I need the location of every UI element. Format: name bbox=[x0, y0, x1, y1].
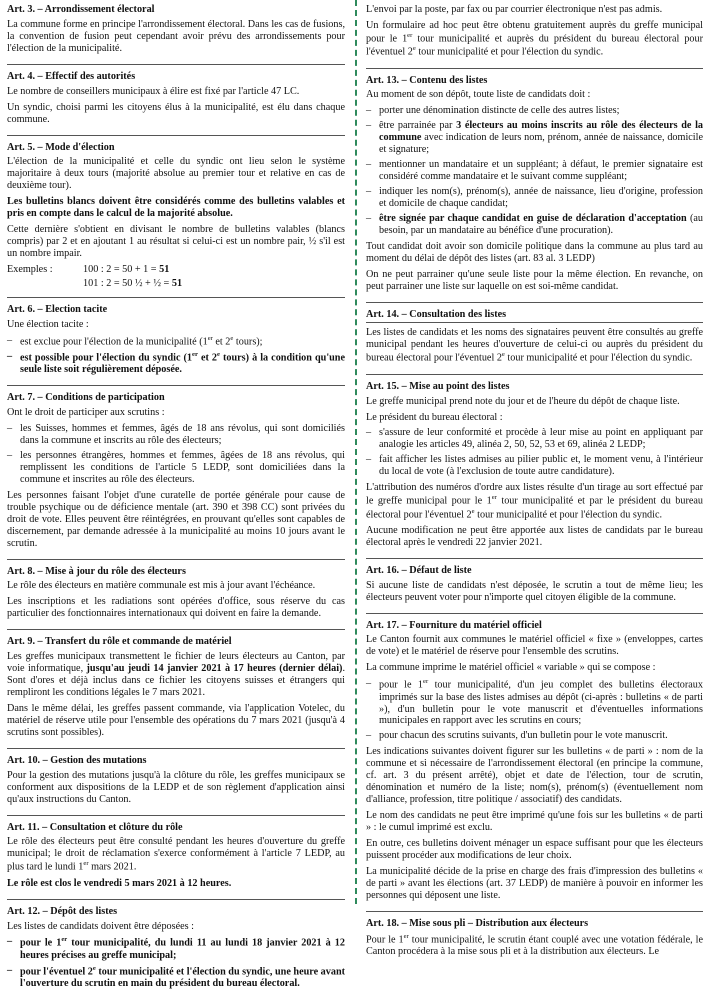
right-column bbox=[366, 4, 703, 973]
article-18 bbox=[366, 918, 703, 967]
article-4-text-1: Le nombre de conseillers municipaux à élire est fixé par l'article 47 LC. bbox=[7, 85, 300, 97]
article-7-text: Les personnes faisant l'objet d'une curatelle de portée générale pour cause de trouble psychique ou de déficience mentale (art. 390 et 398 CC) sont privées du droit de vote. Elles peuvent être réintégrées, en prouvant qu'elles sont capables de discernement, par demande adressée à la municipalité au moins 10 jours avant le scrutin. bbox=[7, 489, 345, 549]
article-17 bbox=[366, 620, 703, 912]
article-16 bbox=[366, 565, 703, 614]
example-1-result: 51 bbox=[159, 263, 170, 275]
article-11-text-2: Le rôle est clos le vendredi 5 mars 2021 à 12 heures. bbox=[7, 877, 232, 889]
article-15 bbox=[366, 381, 703, 559]
article-13-text-2: On ne peut parrainer qu'une seule liste pour la même élection. En revanche, on peut parrainer une liste sur laquelle on est soi-même candidat. bbox=[366, 268, 703, 292]
article-5-text-1: L'élection de la municipalité et celle du syndic ont lieu selon le système majoritaire à deux tours (majorité absolue au premier tour et relative en cas de deuxième tour). bbox=[7, 156, 345, 192]
article-4 bbox=[7, 71, 345, 136]
example-1: 100 : 2 = 50 + 1 = bbox=[83, 263, 160, 275]
list-item: – être signée par chaque candidat en guise de déclaration d'acceptation (au besoin, par un mandataire au bénéfice d'une procuration). bbox=[366, 213, 703, 237]
article-14 bbox=[366, 309, 703, 375]
article-5-title: Art. 5. – Mode d'élection bbox=[7, 141, 115, 153]
list-item: – indiquer les nom(s), prénom(s), année de naissance, lieu d'origine, profession et domicile de chaque candidat; bbox=[366, 186, 703, 210]
article-17-text-3: Les indications suivantes doivent figurer sur les bulletins « de parti » : nom de la commune et si nécessaire de l'arrondissement électoral (en principe la commune, cf. art. 3 du présent arrêté), objet et date de l'élection, tour de scrutin, dénomination et numéro de la liste; nom(s), prénom(s) (éventuellement nom d'alliance, profession, titre politique / associatif) des candidats. bbox=[366, 746, 703, 806]
article-18-text: Pour le 1er tour municipalité, le scrutin étant couplé avec une votation fédérale, le Canton procédera à la mise sous pli et à la distribution aux électeurs. Le bbox=[366, 932, 703, 957]
article-13-text-1: Tout candidat doit avoir son domicile politique dans la commune au plus tard au moment du délai de dépôt des listes (art. 83 al. 3 LEDP) bbox=[366, 240, 703, 264]
article-12-continued bbox=[366, 4, 703, 69]
article-12 bbox=[7, 906, 345, 999]
article-3 bbox=[7, 4, 345, 65]
article-7-intro: Ont le droit de participer aux scrutins : bbox=[7, 407, 165, 419]
list-item: – est possible pour l'élection du syndic (1er et 2e tours) à la condition qu'une seule liste soit régulièrement déposée. bbox=[7, 351, 345, 376]
article-9-text-2: Dans le même délai, les greffes passent commande, via l'application Votelec, du matériel de réserve utile pour l'ensemble des opérations du 7 mars 2021 (jusqu'à 4 scrutins sont possibles). bbox=[7, 702, 345, 738]
article-12-text-2: Un formulaire ad hoc peut être obtenu gratuitement auprès du greffe municipal pour le 1er tour municipalité et auprès du président du bureau électoral pour l'éventuel 2e tour municipalité et pour l'élection du syndic. bbox=[366, 19, 703, 58]
column-divider bbox=[355, 0, 357, 904]
example-row-1 bbox=[7, 264, 345, 276]
article-15-text-4: Aucune modification ne peut être apportée aux listes de candidats par le bureau électoral après le vendredi 22 janvier 2021. bbox=[366, 524, 703, 548]
article-8 bbox=[7, 566, 345, 631]
article-11-text-1: Le rôle des électeurs peut être consulté pendant les heures d'ouverture du greffe municipal; le droit de réclamation s'exerce conformément à l'article 7 LEDP, au plus tard le lundi 1er mars 2021. bbox=[7, 836, 345, 873]
examples-label: Exemples : bbox=[7, 263, 53, 275]
list-item: – pour l'éventuel 2e tour municipalité et l'élection du syndic, une heure avant l'ouverture du scrutin en main du président du bureau électoral. bbox=[7, 965, 345, 990]
article-18-title: Art. 18. – Mise sous pli – Distribution aux électeurs bbox=[366, 917, 589, 929]
article-5-text-3: Cette dernière s'obtient en divisant le nombre de bulletins valables (blancs compris) par 2 et en ajoutant 1 au résultat si celui-ci est un nombre pair, ½ s'il est un nombre impair. bbox=[7, 224, 345, 259]
example-2-result: 51 bbox=[171, 277, 183, 289]
article-10-title: Art. 10. – Gestion des mutations bbox=[7, 754, 147, 766]
article-14-text: Les listes de candidats et les noms des signataires peuvent être consultés au greffe municipal pendant les heures d'ouverture de celui-ci ou auprès du président du bureau électoral pour l'éventuel 2e tour municipalité et pour l'élection du syndic. bbox=[366, 327, 703, 364]
list-item: – être parrainée par 3 électeurs au moins inscrits au rôle des électeurs de la commune avec indication de leurs nom, prénom, année de naissance, domicile et signature; bbox=[366, 120, 703, 156]
article-12-title: Art. 12. – Dépôt des listes bbox=[7, 905, 118, 917]
article-6-title: Art. 6. – Election tacite bbox=[7, 303, 108, 315]
article-3-title: Art. 3. – Arrondissement électoral bbox=[7, 4, 155, 15]
article-17-text-1: Le Canton fournit aux communes le matériel officiel « fixe » (enveloppes, cartes de vote) et le matériel de réserve pour l'ensemble des scrutins. bbox=[366, 634, 703, 658]
article-7-title: Art. 7. – Conditions de participation bbox=[7, 392, 165, 404]
article-3-text: La commune forme en principe l'arrondissement électoral. Dans les cas de fusions, la convention de fusion peut cependant avoir prévu des arrondissements pour l'élection de la municipalité. bbox=[7, 18, 345, 54]
article-12-list bbox=[7, 936, 345, 990]
article-6 bbox=[7, 304, 345, 386]
article-14-title: Art. 14. – Consultation des listes bbox=[366, 309, 703, 324]
article-8-text-2: Les inscriptions et les radiations sont opérées d'office, sous réserve du cas particulier des fonctionnaires internationaux qui doivent en faire la demande. bbox=[7, 596, 345, 620]
article-6-list bbox=[7, 335, 345, 377]
article-11-title: Art. 11. – Consultation et clôture du rôle bbox=[7, 821, 183, 833]
article-17-text-2: La commune imprime le matériel officiel « variable » qui se compose : bbox=[366, 662, 656, 674]
article-17-text-6: La municipalité décide de la prise en charge des frais d'impression des bulletins « de parti » avant les élections (art. 37 LEDP) de manière à pouvoir en informer les personnes qui déposent une liste. bbox=[366, 865, 703, 901]
article-7 bbox=[7, 392, 345, 559]
article-13-intro: Au moment de son dépôt, toute liste de candidats doit : bbox=[366, 89, 591, 101]
list-item: – pour chacun des scrutins suivants, d'un bulletin pour le vote manuscrit. bbox=[366, 730, 703, 742]
article-17-text-5: En outre, ces bulletins doivent ménager un espace suffisant pour que les électeurs puissent procéder aux modifications de leur choix. bbox=[366, 837, 703, 861]
article-13 bbox=[366, 75, 703, 303]
article-15-text-1: Le greffe municipal prend note du jour et de l'heure du dépôt de chaque liste. bbox=[366, 395, 680, 407]
list-item: – les personnes étrangères, hommes et femmes, âgées de 18 ans révolus, qui remplissent les conditions de l'article 5 LEDP, sont domiciliées dans la commune et inscrites au rôle des électeurs. bbox=[7, 450, 345, 486]
article-4-title: Art. 4. – Effectif des autorités bbox=[7, 70, 136, 82]
article-6-intro: Une élection tacite : bbox=[7, 318, 89, 330]
article-15-text-3: L'attribution des numéros d'ordre aux listes résulte d'un tirage au sort effectué par le greffe municipal pour le 1er tour municipalité et par le président du bureau électoral pour l'éventuel 2e tour municipalité et pour l'élection du syndic. bbox=[366, 482, 704, 520]
article-5 bbox=[7, 142, 345, 298]
article-15-title: Art. 15. – Mise au point des listes bbox=[366, 380, 510, 392]
list-item: – porter une dénomination distincte de celle des autres listes; bbox=[366, 105, 703, 117]
article-17-list bbox=[366, 678, 703, 742]
list-item: – les Suisses, hommes et femmes, âgés de 18 ans révolus, qui sont domiciliés dans la commune et inscrits au rôle des électeurs; bbox=[7, 423, 345, 447]
example-row-2 bbox=[7, 278, 345, 290]
article-9 bbox=[7, 636, 345, 749]
article-7-list bbox=[7, 423, 345, 486]
article-16-title: Art. 16. – Défaut de liste bbox=[366, 564, 472, 576]
article-11 bbox=[7, 822, 345, 900]
list-item: – s'assure de leur conformité et procède à leur mise au point en appliquant par analogie les articles 49, alinéa 2, 50, 52, 53 et 69, alinéa 2 LEDP; bbox=[366, 427, 703, 451]
example-2: 101 : 2 = 50 ½ + ½ = bbox=[83, 277, 172, 289]
article-15-list bbox=[366, 427, 703, 478]
article-8-text-1: Le rôle des électeurs en matière communale est mis à jour avant l'échéance. bbox=[7, 580, 316, 592]
left-column bbox=[7, 4, 345, 1005]
article-17-text-4: Le nom des candidats ne peut être imprimé qu'une fois sur les bulletins « de parti » : le cumul imprimé est exclu. bbox=[366, 810, 703, 833]
article-13-title: Art. 13. – Contenu des listes bbox=[366, 74, 488, 86]
article-8-title: Art. 8. – Mise à jour du rôle des électeurs bbox=[7, 565, 186, 577]
article-16-text: Si aucune liste de candidats n'est déposée, le scrutin a tout de même lieu; les électeurs peuvent voter pour n'importe quel citoyen éligible de la commune. bbox=[366, 579, 703, 603]
article-15-text-2: Le président du bureau électoral : bbox=[366, 411, 503, 423]
article-13-list bbox=[366, 105, 703, 236]
list-item: – mentionner un mandataire et un suppléant; à défaut, le premier signataire est considéré comme mandataire et le suivant comme suppléant; bbox=[366, 159, 703, 183]
article-12-text-1: L'envoi par la poste, par fax ou par courrier électronique n'est pas admis. bbox=[366, 4, 663, 15]
list-item: – pour le 1er tour municipalité, du lundi 11 au lundi 18 janvier 2021 à 12 heures précises au greffe municipal; bbox=[7, 936, 345, 961]
article-9-title: Art. 9. – Transfert du rôle et commande de matériel bbox=[7, 636, 232, 648]
article-9-text-1: Les greffes municipaux transmettent le fichier de leurs électeurs au Canton, par voie informatique, jusqu'au jeudi 14 janvier 2021 à 17 heures (dernier délai). Sont d'ores et déjà inclus dans ce fichier les citoyens suisses et étrangers qui rempliront les conditions légales le 7 mars 2021. bbox=[7, 651, 345, 699]
list-item: – est exclue pour l'élection de la municipalité (1er et 2e tours); bbox=[7, 335, 345, 348]
list-item: – pour le 1er tour municipalité, d'un jeu complet des bulletins électoraux imprimés sur la base des listes admises au dépôt (ci-après : bulletins « de parti »), d'un bulletin pour le vote manuscrit et d'éventuelles informations municipales en rapport avec les scrutins en cours; bbox=[366, 678, 703, 727]
article-4-text-2: Un syndic, choisi parmi les citoyens élus à la municipalité, est élu dans chaque commune. bbox=[7, 101, 345, 125]
article-17-title: Art. 17. – Fourniture du matériel officiel bbox=[366, 619, 542, 631]
list-item: – fait afficher les listes admises au pilier public et, le moment venu, à l'intérieur du local de vote (à l'exclusion de toute autre candidature). bbox=[366, 454, 703, 478]
article-12-intro: Les listes de candidats doivent être déposées : bbox=[7, 920, 194, 932]
article-10-text: Pour la gestion des mutations jusqu'à la clôture du rôle, les greffes municipaux se conforment aux dispositions de la LEDP et de son règlement d'application ainsi qu'aux instructions du Canton. bbox=[7, 769, 345, 805]
article-10 bbox=[7, 755, 345, 816]
article-5-text-2: Les bulletins blancs doivent être considérés comme des bulletins valables et pris en compte dans le calcul de la majorité absolue. bbox=[7, 196, 345, 220]
